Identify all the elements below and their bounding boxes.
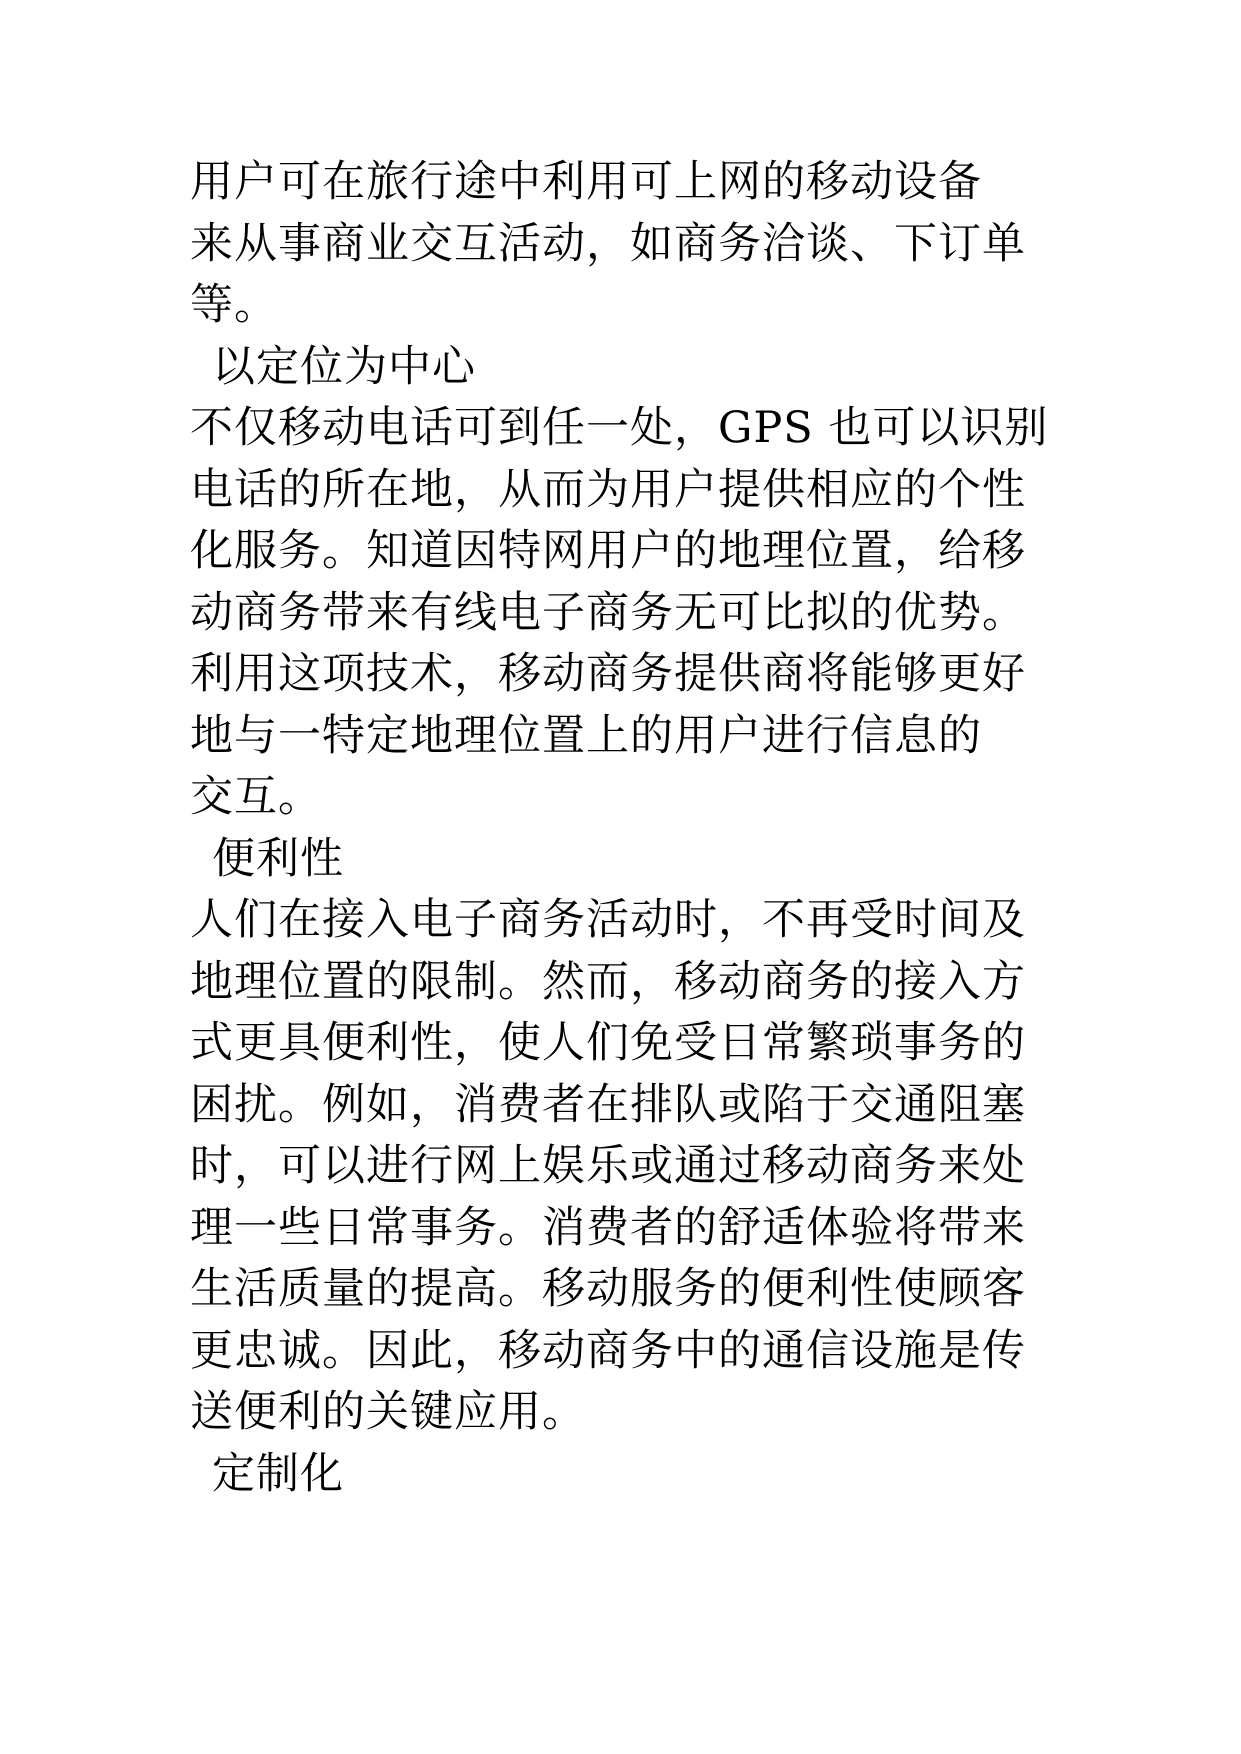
paragraph-line: 地理位置的限制。然而，移动商务的接入方 — [190, 956, 1026, 1007]
paragraph-line: 理一些日常事务。消费者的舒适体验将带来 — [190, 1202, 1026, 1253]
paragraph-line: 交互。 — [190, 772, 322, 822]
paragraph-line: 用户可在旅行途中利用可上网的移动设备 — [190, 157, 982, 207]
document-body — [190, 152, 1150, 1505]
paragraph-line: 来从事商业交互活动，如商务洽谈、下订单 — [190, 218, 1026, 269]
paragraph-line: 送便利的关键应用。 — [190, 1387, 586, 1437]
paragraph-line: 时，可以进行网上娱乐或通过移动商务来处 — [190, 1141, 1026, 1191]
paragraph-line: 利用这项技术，移动商务提供商将能够更好 — [190, 649, 1026, 699]
paragraph-line: 电话的所在地，从而为用户提供相应的个性 — [190, 464, 1026, 515]
paragraph-line: 动商务带来有线电子商务无可比拟的优势。 — [190, 587, 1026, 638]
paragraph-line: 化服务。知道因特网用户的地理位置，给移 — [190, 526, 1026, 576]
paragraph-line: 困扰。例如，消费者在排队或陷于交通阻塞 — [190, 1079, 1026, 1130]
paragraph-line: 人们在接入电子商务活动时，不再受时间及 — [190, 895, 1026, 945]
paragraph-line: 生活质量的提高。移动服务的便利性使顾客 — [190, 1264, 1026, 1314]
section-heading-customization: 定制化 — [212, 1448, 344, 1499]
paragraph-line: 式更具便利性，使人们免受日常繁琐事务的 — [190, 1018, 1026, 1068]
paragraph-line: 地与一特定地理位置上的用户进行信息的 — [190, 710, 982, 761]
paragraph-line: 更忠诚。因此，移动商务中的通信设施是传 — [190, 1325, 1026, 1376]
paragraph-line: 不仅移动电话可到任一处，GPS 也可以识别 — [190, 403, 1049, 453]
section-heading-location: 以定位为中心 — [212, 341, 476, 392]
section-heading-convenience: 便利性 — [212, 833, 344, 884]
paragraph-line: 等。 — [190, 280, 278, 330]
